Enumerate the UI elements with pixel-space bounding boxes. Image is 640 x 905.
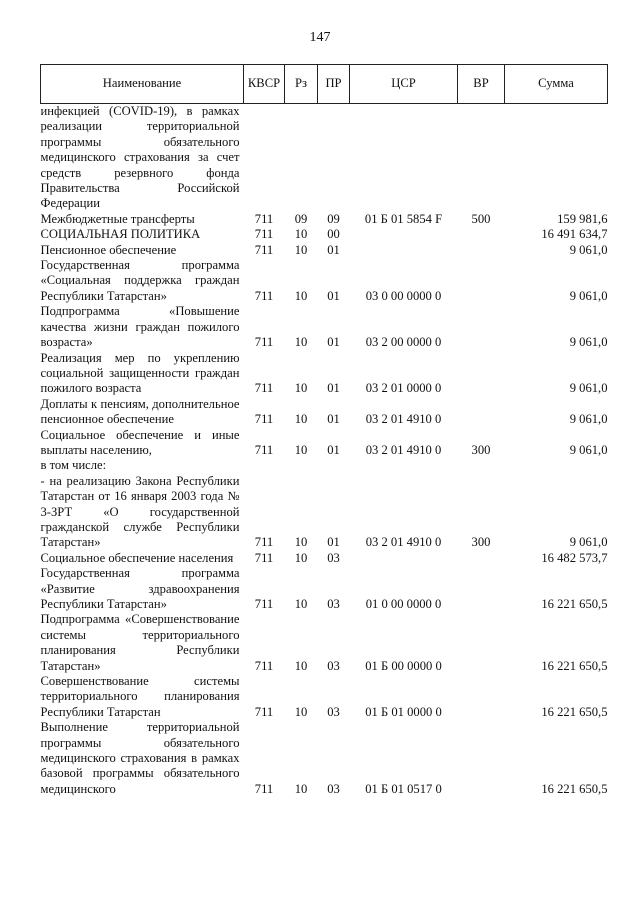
table-row: [41, 474, 608, 551]
header-csr: ЦСР: [350, 65, 458, 104]
cell-kvsr: 711: [254, 550, 274, 565]
cell-csr: 03 0 00 0000 0: [365, 288, 442, 303]
cell-pr: 01: [327, 442, 340, 457]
cell-vr: 500: [471, 211, 491, 226]
budget-table: [40, 64, 608, 797]
cell-kvsr: [244, 458, 285, 473]
table-row: [41, 397, 608, 428]
cell-kvsr: 711: [254, 658, 274, 673]
table-row: [41, 612, 608, 674]
cell-csr: 03 2 01 4910 0: [365, 442, 442, 457]
cell-kvsr: 711: [254, 227, 274, 242]
cell-kvsr: 711: [254, 412, 274, 427]
cell-vr: [458, 551, 505, 566]
cell-csr: 03 2 01 4910 0: [365, 412, 442, 427]
cell-sum: 9 061,0: [569, 381, 608, 396]
cell-rz: 10: [294, 227, 308, 242]
cell-pr: 00: [327, 227, 340, 242]
cell-kvsr: [244, 104, 285, 212]
cell-rz: 10: [294, 412, 308, 427]
cell-kvsr: 711: [254, 597, 274, 611]
header-kvsr: КВСР: [244, 65, 285, 104]
cell-kvsr: 711: [254, 704, 274, 719]
cell-csr: [350, 104, 458, 212]
cell-name: Доплаты к пенсиям, дополнительное пенсионное обеспечение: [40, 396, 240, 427]
cell-sum: 9 061,0: [569, 242, 608, 257]
header-name: Наименование: [41, 65, 244, 104]
cell-name: инфекцией (COVID-19), в рамках реализации территориальной программы обязательного медицинского страхования за счет средств резервного фонда Правительства Российской Федерации: [40, 104, 240, 211]
cell-name: в том числе:: [40, 458, 107, 473]
cell-name: Межбюджетные трансферты: [40, 211, 195, 226]
cell-pr: 01: [327, 381, 340, 396]
cell-pr: 01: [327, 242, 340, 257]
cell-csr: 01 Б 01 0517 0: [365, 781, 442, 796]
cell-kvsr: 711: [254, 442, 274, 457]
cell-csr: 03 2 01 0000 0: [365, 381, 442, 396]
cell-sum: 9 061,0: [569, 442, 608, 457]
cell-vr: [458, 720, 505, 797]
cell-name: Государственная программа «Социальная поддержка граждан Республики Татарстан»: [40, 258, 240, 303]
cell-vr: [458, 227, 505, 242]
cell-pr: 01: [327, 535, 340, 550]
table-row: [41, 458, 608, 473]
cell-name: Подпрограмма «Совершенствование системы территориального планирования Республики Татарстан»: [40, 612, 240, 673]
cell-csr: [350, 243, 458, 258]
header-vr: ВР: [458, 65, 505, 104]
cell-rz: 09: [294, 211, 308, 226]
header-rz: Рз: [285, 65, 318, 104]
cell-rz: 10: [294, 658, 308, 673]
table-row: [41, 428, 608, 459]
cell-sum: 16 221 650,5: [541, 658, 608, 673]
cell-sum: [505, 104, 608, 212]
header-sum: Сумма: [505, 65, 608, 104]
cell-vr: [458, 351, 505, 397]
cell-pr: 03: [327, 658, 340, 673]
cell-name: СОЦИАЛЬНАЯ ПОЛИТИКА: [40, 227, 201, 242]
cell-vr: 300: [471, 442, 491, 457]
cell-rz: [285, 104, 318, 212]
cell-sum: 16 221 650,5: [541, 781, 608, 796]
cell-pr: 09: [327, 211, 340, 226]
cell-sum: [505, 458, 608, 473]
cell-pr: 01: [327, 412, 340, 427]
cell-rz: 10: [294, 597, 308, 611]
cell-kvsr: 711: [254, 211, 274, 226]
cell-sum: 16 482 573,7: [541, 550, 608, 565]
cell-vr: [458, 566, 505, 612]
cell-name: - на реализацию Закона Республики Татарстан от 16 января 2003 года № 3-ЗРТ «О государственной гражданской службе Республики Татарстан»: [40, 473, 240, 550]
cell-name: Выполнение территориальной программы обязательного медицинского страхования в рамках базовой программы обязательного медицинского: [40, 720, 240, 796]
cell-csr: 03 2 00 0000 0: [365, 335, 442, 350]
cell-csr: [350, 458, 458, 473]
cell-sum: 9 061,0: [569, 288, 608, 303]
cell-pr: [318, 104, 350, 212]
table-row: [41, 104, 608, 212]
cell-sum: 9 061,0: [569, 535, 608, 550]
cell-vr: [458, 104, 505, 212]
cell-sum: 16 221 650,5: [541, 597, 608, 611]
cell-kvsr: 711: [254, 335, 274, 350]
cell-kvsr: 711: [254, 781, 274, 796]
cell-name: Государственная программа «Развитие здравоохранения Республики Татарстан»: [40, 566, 240, 611]
table-row: [41, 304, 608, 350]
cell-rz: 10: [294, 550, 308, 565]
cell-sum: 159 981,6: [557, 211, 608, 226]
cell-pr: [318, 458, 350, 473]
cell-name: Пенсионное обеспечение: [40, 242, 177, 257]
cell-vr: 300: [471, 535, 491, 550]
page-number: 147: [309, 30, 331, 45]
cell-sum: 9 061,0: [569, 335, 608, 350]
cell-csr: 01 Б 01 5854 F: [364, 211, 443, 226]
table-row: [41, 351, 608, 397]
cell-name: Социальное обеспечение населения: [40, 550, 234, 565]
table-row: [41, 258, 608, 304]
cell-pr: 01: [327, 288, 340, 303]
cell-rz: [285, 458, 318, 473]
header-pr: ПР: [318, 65, 350, 104]
cell-rz: 10: [294, 535, 308, 550]
cell-kvsr: 711: [254, 535, 274, 550]
table-row: [41, 227, 608, 242]
cell-kvsr: 711: [254, 288, 274, 303]
cell-rz: 10: [294, 335, 308, 350]
table-row: [41, 720, 608, 797]
table-row: [41, 566, 608, 612]
table-row: [41, 212, 608, 227]
cell-pr: 03: [327, 704, 340, 719]
cell-sum: 16 491 634,7: [541, 227, 608, 242]
cell-pr: 03: [327, 781, 340, 796]
cell-rz: 10: [294, 704, 308, 719]
cell-csr: 01 Б 00 0000 0: [365, 658, 442, 673]
cell-name: Совершенствование системы территориального планирования Республики Татарстан: [40, 674, 240, 719]
cell-csr: 01 0 00 0000 0: [365, 597, 442, 611]
cell-vr: [458, 397, 505, 428]
cell-kvsr: 711: [254, 242, 274, 257]
cell-rz: 10: [294, 381, 308, 396]
cell-pr: 01: [327, 335, 340, 350]
cell-rz: 10: [294, 781, 308, 796]
cell-vr: [458, 304, 505, 350]
cell-kvsr: 711: [254, 381, 274, 396]
cell-pr: 03: [327, 550, 340, 565]
cell-vr: [458, 674, 505, 720]
cell-csr: [350, 227, 458, 242]
cell-name: Реализация мер по укреплению социальной защищенности граждан пожилого возраста: [40, 350, 240, 396]
table-row: [41, 243, 608, 258]
cell-rz: 10: [294, 288, 308, 303]
cell-csr: 03 2 01 4910 0: [365, 535, 442, 550]
table-header-row: [41, 65, 608, 104]
cell-rz: 10: [294, 242, 308, 257]
cell-rz: 10: [294, 442, 308, 457]
cell-vr: [458, 612, 505, 674]
table-row: [41, 551, 608, 566]
cell-name: Социальное обеспечение и иные выплаты населению,: [40, 427, 240, 457]
cell-sum: 9 061,0: [569, 412, 608, 427]
cell-vr: [458, 243, 505, 258]
cell-pr: 03: [327, 597, 340, 611]
cell-vr: [458, 458, 505, 473]
cell-vr: [458, 258, 505, 304]
cell-csr: 01 Б 01 0000 0: [365, 704, 442, 719]
cell-name: Подпрограмма «Повышение качества жизни граждан пожилого возраста»: [40, 304, 240, 350]
cell-sum: 16 221 650,5: [541, 704, 608, 719]
cell-csr: [350, 551, 458, 566]
table-row: [41, 674, 608, 720]
